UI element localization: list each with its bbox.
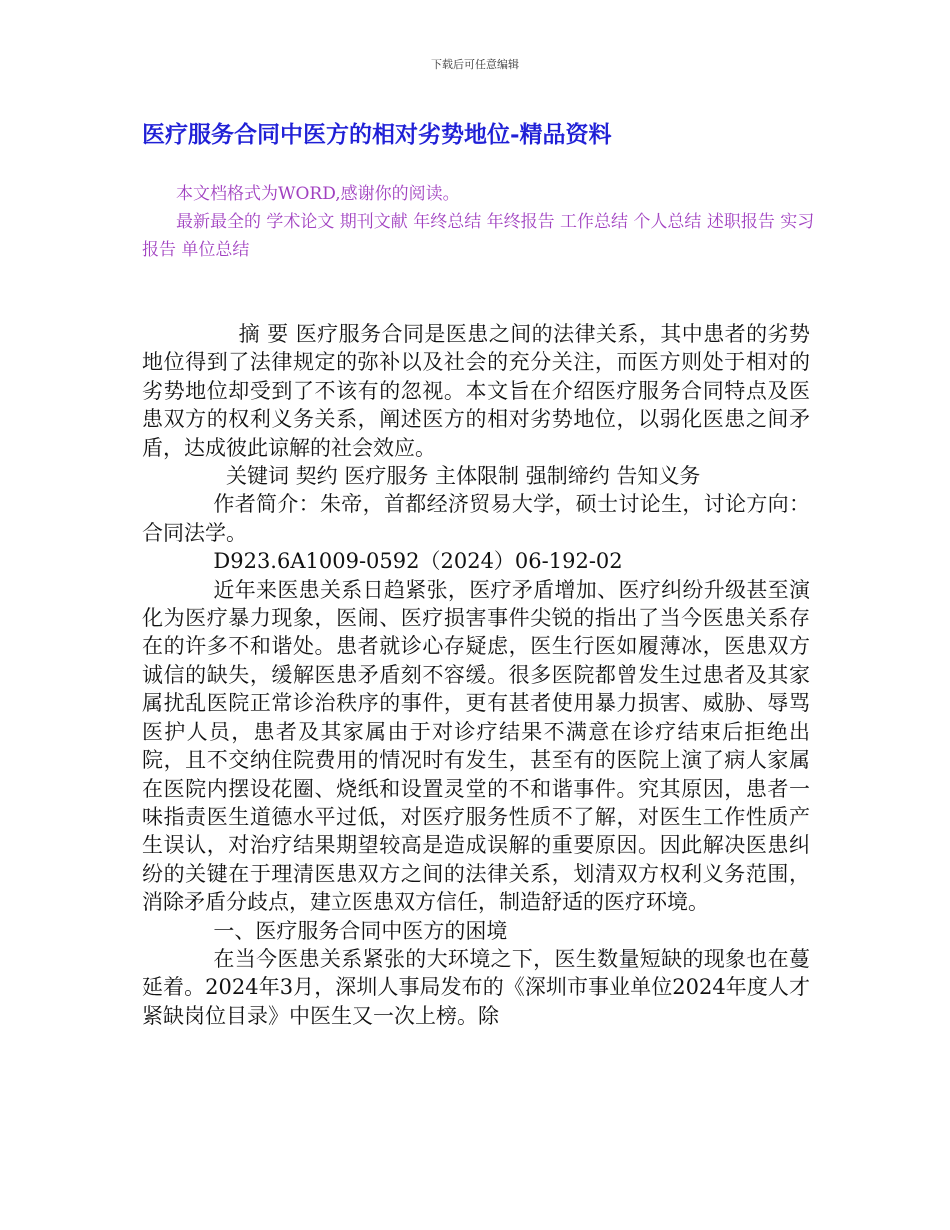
abstract-paragraph: 摘 要 医疗服务合同是医患之间的法律关系，其中患者的劣势地位得到了法律规定的弥补以及社会的充分关注，而医方则处于相对的劣势地位却受到了不该有的忽视。本文旨在介绍医疗服务合同特点及医患双方的权利义务关系，阐述医方的相对劣势地位，以弱化医患之间矛盾，达成彼此谅解的社会效应。 — [142, 322, 810, 460]
promo-block — [142, 180, 822, 264]
header-note: 下载后可任意编辑 — [431, 58, 519, 71]
promo-line-1: 本文档格式为WORD,感谢你的阅读。 — [176, 184, 460, 204]
classification-code: D923.6A1009-0592（2024）06-192-02 — [213, 549, 623, 574]
keywords-line: 关键词 契约 医疗服务 主体限制 强制缔约 告知义务 — [226, 464, 701, 489]
author-info: 作者简介：朱帝，首都经济贸易大学，硕士讨论生，讨论方向：合同法学。 — [142, 492, 810, 545]
body-paragraph-1: 近年来医患关系日趋紧张，医疗矛盾增加、医疗纠纷升级甚至演化为医疗暴力现象，医闹、医疗损害事件尖锐的指出了当今医患关系存在的许多不和谐处。患者就诊心存疑虑，医生行医如履薄冰，医患双方诚信的缺失，缓解医患矛盾刻不容缓。很多医院都曾发生过患者及其家属扰乱医院正常诊治秩序的事件，更有甚者使用暴力损害、威胁、辱骂医护人员，患者及其家属由于对诊疗结果不满意在诊疗结束后拒绝出院，且不交纳住院费用的情况时有发生，甚至有的医院上演了病人家属在医院内摆设花圈、烧纸和设置灵堂的不和谐事件。究其原因，患者一味指责医生道德水平过低，对医疗服务性质不了解，对医生工作性质产生误认，对治疗结果期望较高是造成误解的重要原因。因此解决医患纠纷的关键在于理清医患双方之间的法律关系，划清双方权利义务范围，消除矛盾分歧点，建立医患双方信任，制造舒适的医疗环境。 — [142, 577, 810, 915]
section-heading-1: 一、医疗服务合同中医方的困境 — [213, 918, 508, 943]
document-body — [142, 320, 810, 1030]
promo-line-2: 最新最全的 学术论文 期刊文献 年终总结 年终报告 工作总结 个人总结 述职报告 实习报告 单位总结 — [142, 212, 815, 260]
body-paragraph-2: 在当今医患关系紧张的大环境之下，医生数量短缺的现象也在蔓延着。2024年3月，深圳人事局发布的《深圳市事业单位2024年度人才紧缺岗位目录》中医生又一次上榜。除 — [142, 946, 810, 1028]
document-title: 医疗服务合同中医方的相对劣势地位-精品资料 — [142, 121, 612, 148]
